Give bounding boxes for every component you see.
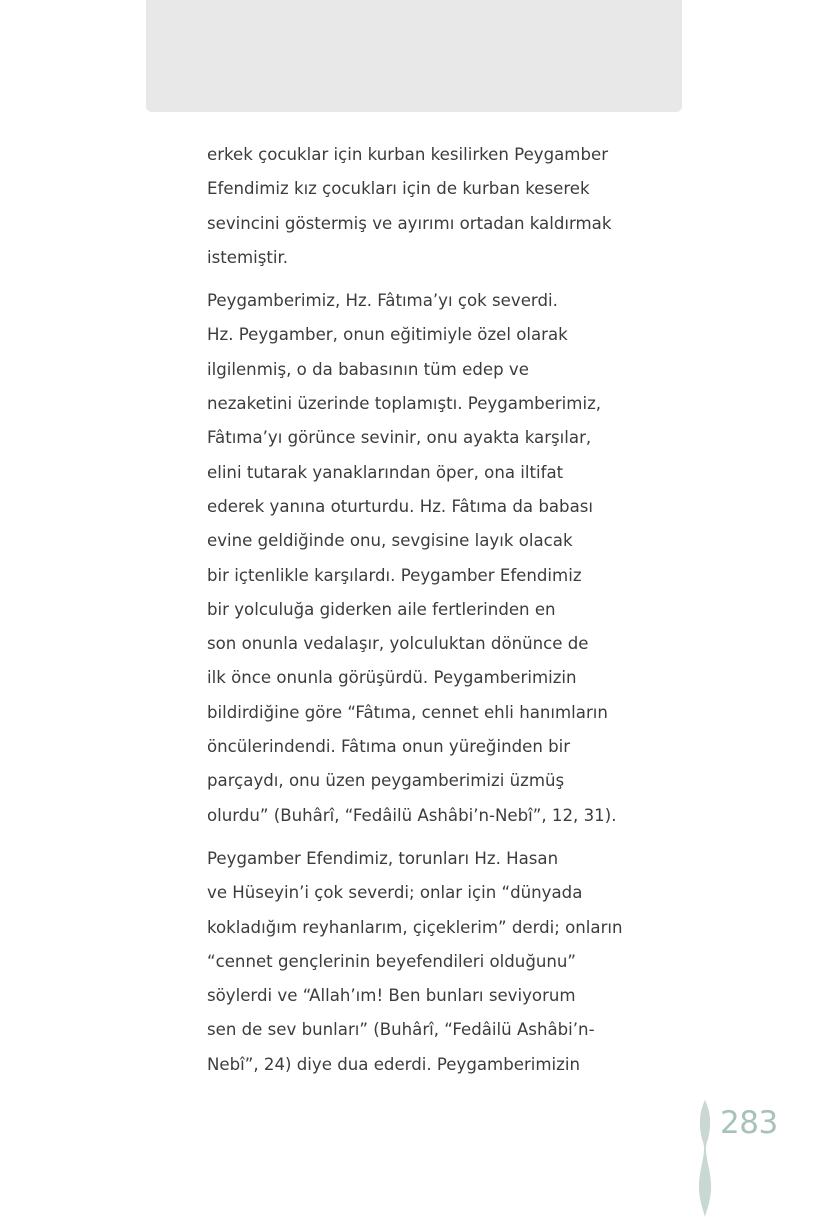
text-line: olurdu” (Buhârî, “Fedâilü Ashâbi’n-Nebî”, 12, 31). [207,805,617,825]
page-number: 283 [720,1105,778,1141]
text-line: nezaketini üzerinde toplamıştı. Peygamberimiz, [207,394,602,414]
paragraph-1 [207,138,647,275]
paragraph-3 [207,842,647,1082]
text-line: Peygamberimiz, Hz. Fâtıma’yı çok severdi. [207,291,558,311]
text-line: evine geldiğinde onu, sevgisine layık olacak [207,531,573,551]
text-line: ilk önce onunla görüşürdü. Peygamberimizin [207,668,577,688]
text-line: Nebî”, 24) diye dua ederdi. Peygamberimizin [207,1054,580,1074]
text-line: Peygamber Efendimiz, torunları Hz. Hasan [207,848,559,868]
text-line: Fâtıma’yı görünce sevinir, onu ayakta karşılar, [207,428,592,448]
text-line: Hz. Peygamber, onun eğitimiyle özel olarak [207,325,568,345]
body-text [207,138,647,1091]
text-line: ilgilenmiş, o da babasının tüm edep ve [207,359,529,379]
text-line: söylerdi ve “Allah’ım! Ben bunları seviyorum [207,986,576,1006]
text-line: “cennet gençlerinin beyefendileri olduğunu” [207,951,577,971]
text-line: erkek çocuklar için kurban kesilirken Peygamber [207,145,609,164]
text-line: bir yolculuğa giderken aile fertlerinden en [207,599,556,619]
text-line: bildirdiğine göre “Fâtıma, cennet ehli hanımların [207,702,608,722]
text-line: öncülerindendi. Fâtıma onun yüreğinden bir [207,737,571,757]
decorative-ornament-icon [694,1100,716,1217]
header-placeholder-box [146,0,682,112]
text-line: Efendimiz kız çocukları için de kurban keserek [207,179,590,199]
text-line: son onunla vedalaşır, yolculuktan dönünce de [207,634,589,654]
paragraph-2 [207,284,647,833]
text-line: bir içtenlikle karşılardı. Peygamber Efendimiz [207,565,582,585]
text-line: sevincini göstermiş ve ayırımı ortadan kaldırmak [207,213,612,233]
text-line: ve Hüseyin’i çok severdi; onlar için “dünyada [207,883,583,903]
text-line: parçaydı, onu üzen peygamberimizi üzmüş [207,771,565,791]
text-line: elini tutarak yanaklarından öper, ona iltifat [207,462,564,482]
text-line: sen de sev bunları” (Buhârî, “Fedâilü Ashâbi’n- [207,1020,595,1040]
text-line: kokladığım reyhanlarım, çiçeklerim” derdi; onların [207,917,623,937]
text-line: ederek yanına oturturdu. Hz. Fâtıma da babası [207,496,594,516]
text-line: istemiştir. [207,247,289,267]
